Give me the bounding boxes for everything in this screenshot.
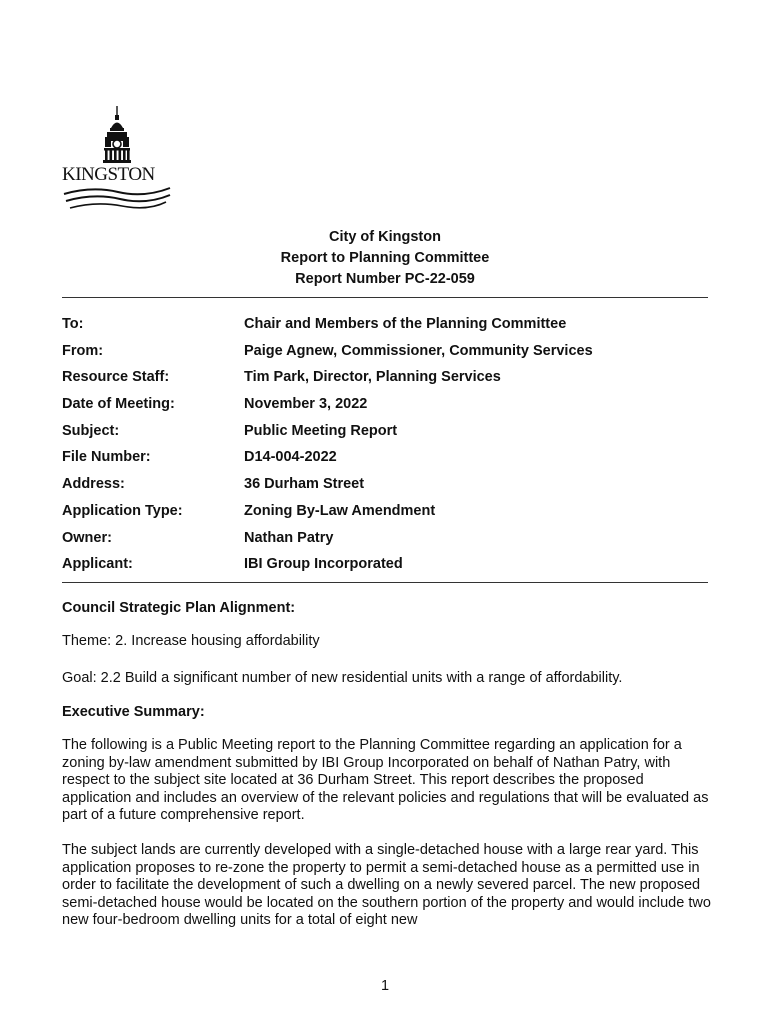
info-row (62, 314, 708, 341)
info-row (62, 447, 708, 474)
top-divider (62, 297, 708, 298)
info-row (62, 554, 708, 581)
info-value: Tim Park, Director, Planning Services (244, 369, 501, 386)
report-info-table (62, 314, 708, 581)
info-label: Owner: (62, 529, 112, 546)
info-label: File Number: (62, 449, 151, 466)
info-row (62, 421, 708, 448)
info-value: Zoning By-Law Amendment (244, 502, 436, 519)
info-value: Nathan Patry (244, 529, 334, 546)
info-label: Resource Staff: (62, 369, 170, 386)
info-value: Public Meeting Report (244, 422, 398, 439)
logo-wordmark: KINGSTON (62, 164, 155, 185)
info-row (62, 394, 708, 421)
header-report-to: Report to Planning Committee (280, 250, 490, 266)
info-value: Chair and Members of the Planning Committee (244, 316, 567, 332)
info-label: Subject: (62, 422, 120, 439)
strategic-goal: Goal: 2.2 Build a significant number of new residential units with a range of affordability. (62, 670, 623, 686)
executive-summary-heading: Executive Summary: (62, 704, 205, 720)
city-logo (62, 104, 174, 216)
header-city: City of Kingston (329, 229, 441, 245)
header-report-number: Report Number PC-22-059 (295, 271, 475, 287)
page-number: 1 (380, 978, 390, 994)
bottom-divider (62, 582, 708, 583)
executive-summary-paragraph-1: The following is a Public Meeting report to the Planning Committee regarding an application for a zoning by-law amendment submitted by IBI Group Incorporated on behalf of Nathan Patry, with respect to the subject site located at 36 Durham Street. This report describes the proposed application and includes an overview of the relevant policies and regulations that will be evaluated as part of a future comprehensive report. (62, 737, 709, 824)
info-label: To: (62, 316, 84, 332)
info-label: Date of Meeting: (62, 396, 175, 413)
info-label: Applicant: (62, 556, 133, 573)
info-value: Paige Agnew, Commissioner, Community Services (244, 342, 593, 359)
info-label: Address: (62, 476, 125, 493)
executive-summary-paragraph-2: The subject lands are currently developed with a single-detached house with a large rear yard. This application proposes to re-zone the property to permit a semi-detached house as a permitted use in order to facilitate the development of such a dwelling on a newly severed parcel. The new proposed semi-detached house would be located on the southern portion of the property and would include two new four-bedroom dwelling units for a total of eight new (62, 842, 711, 929)
info-value: November 3, 2022 (244, 396, 368, 413)
info-row (62, 474, 708, 501)
city-hall-dome-icon (62, 104, 174, 216)
info-row (62, 341, 708, 368)
info-label: Application Type: (62, 502, 183, 519)
info-value: D14-004-2022 (244, 449, 337, 466)
strategic-plan-heading: Council Strategic Plan Alignment: (62, 600, 296, 616)
info-value: 36 Durham Street (244, 476, 365, 493)
info-row (62, 528, 708, 555)
strategic-theme: Theme: 2. Increase housing affordability (62, 633, 320, 649)
info-row (62, 501, 708, 528)
info-label: From: (62, 342, 104, 359)
report-header (0, 227, 770, 290)
info-row (62, 367, 708, 394)
info-value: IBI Group Incorporated (244, 556, 403, 573)
